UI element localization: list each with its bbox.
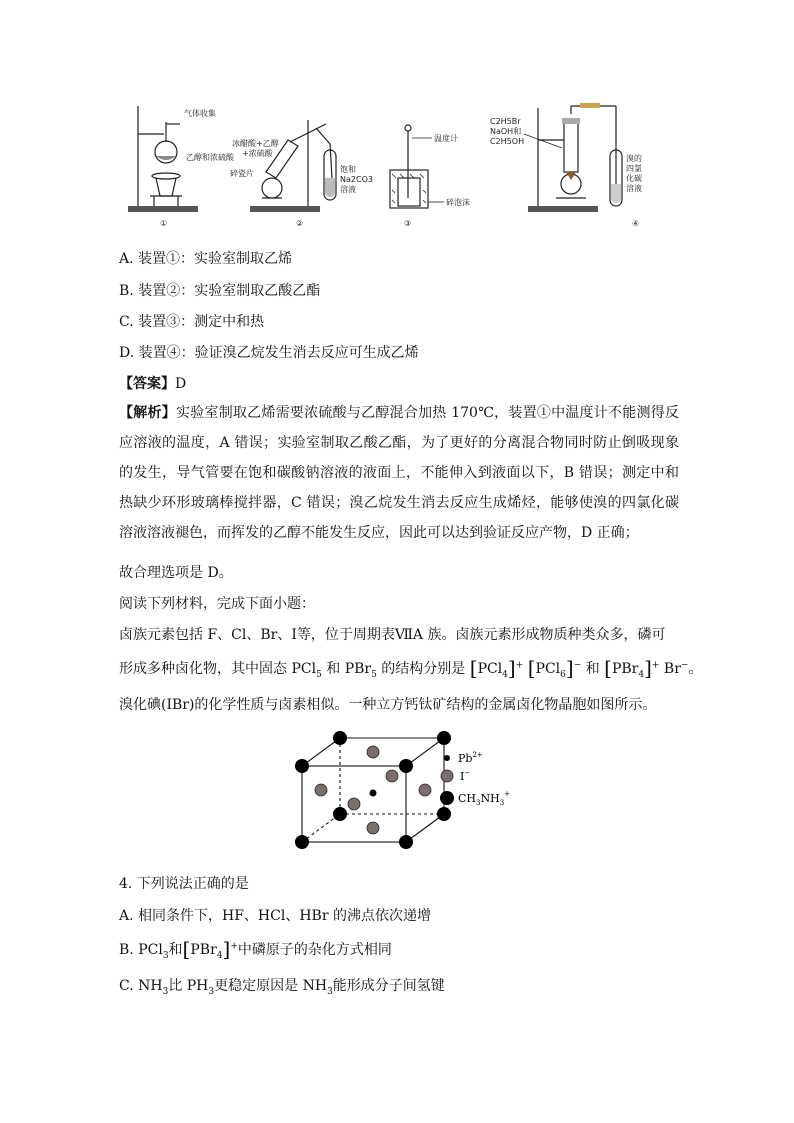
ch3nh3-atom bbox=[333, 807, 347, 821]
label-broken-tile: 碎瓷片 bbox=[230, 169, 254, 178]
q4-c-3: 更稳定原因是 NH bbox=[214, 978, 328, 994]
analysis-conclusion: 故合理选项是 D。 bbox=[119, 565, 233, 581]
ion-pcl4: PCl bbox=[477, 661, 503, 677]
iodide-atom bbox=[348, 798, 360, 810]
iodide-atom bbox=[419, 784, 431, 796]
legend-pb: $Pb^{2+}$ bbox=[458, 751, 483, 765]
analysis-paragraph bbox=[119, 398, 679, 548]
label-gas-collect-1: 气体收集 bbox=[184, 109, 216, 118]
label-n1: ① bbox=[160, 219, 168, 228]
q4-c-sub3: 3 bbox=[327, 986, 333, 997]
q4-c-1: C. NH bbox=[119, 978, 163, 994]
ion-pbr4: PBr bbox=[611, 661, 639, 677]
ion-pcl6: PCl bbox=[535, 661, 561, 677]
q4-stem: 4. 下列说法正确的是 bbox=[119, 876, 249, 892]
q4-c-2: 比 PH bbox=[168, 978, 209, 994]
answer-label: 【答案】 bbox=[119, 376, 175, 392]
ion-br: Br bbox=[663, 661, 681, 677]
label-foam: 碎泡沫 bbox=[446, 198, 470, 207]
reading-p2-a: 形成多种卤化物，其中固态 PCl bbox=[119, 661, 317, 677]
apparatus-4 bbox=[528, 103, 622, 212]
pb-atom bbox=[370, 790, 377, 797]
ch3nh3-atom bbox=[437, 807, 451, 821]
option-a: A. 装置①：实验室制取乙烯 bbox=[119, 251, 293, 267]
ch3nh3-atom bbox=[295, 835, 309, 849]
analysis-text: 实验室制取乙烯需要浓硫酸与乙醇混合加热 170℃，装置①中温度计不能测得反应溶液的温度，A 错误；实验室制取乙酸乙酯，为了更好的分离混合物同时防止倒吸现象的发生，导气管要在饱和碳酸钠溶液的液面上，不能伸入到液面以下，B 错误；测定中和热缺少环形玻璃棒搅拌器，C 错误；溴乙烷发生消去反应生成烯烃，能够使溴的四氯化碳溶液溶液褪色，而挥发的乙醇不能发生反应，因此可以达到验证反应产物，D 正确； bbox=[119, 405, 679, 541]
q4-option-b: B. PCl$_3$和[PBr$_4$]+中磷原子的杂化方式相同 bbox=[119, 937, 392, 961]
reading-and: 和 bbox=[585, 661, 600, 677]
ion-pbr4-sub: 4 bbox=[638, 669, 645, 680]
apparatus-2 bbox=[250, 120, 336, 212]
perovskite-unit-cell bbox=[290, 728, 550, 852]
label-thermometer: 温度计 bbox=[434, 134, 458, 143]
reading-p2-sub1: 5 bbox=[316, 669, 322, 680]
legend-i-symbol bbox=[441, 770, 453, 782]
label-ethanol-acid: 乙醇和浓硫酸 bbox=[186, 153, 234, 162]
q4-b-ion: PBr bbox=[190, 942, 217, 958]
ion-pcl6-sub: 6 bbox=[560, 669, 566, 680]
label-n4: ④ bbox=[632, 219, 640, 228]
reading-p3: 溴化碘(IBr)的化学性质与卤素相似。一种立方钙钛矿结构的金属卤化物晶胞如图所示。 bbox=[119, 697, 657, 713]
q4-c-4: 能形成分子间氢键 bbox=[332, 978, 445, 994]
iodide-atom bbox=[367, 822, 379, 834]
reading-p2-c: 的结构分别是 bbox=[376, 661, 466, 677]
iodide-atom bbox=[367, 746, 379, 758]
option-d: D. 装置④：验证溴乙烷发生消去反应可生成乙烯 bbox=[119, 345, 419, 361]
q4-b-mid: 和 bbox=[168, 942, 183, 958]
label-bromine-ccl4-wrap bbox=[626, 154, 650, 214]
legend-ch3nh3-symbol bbox=[440, 791, 454, 805]
label-conc-sulfuric: +浓硫酸 bbox=[242, 149, 273, 158]
analysis-label: 【解析】 bbox=[119, 405, 176, 421]
option-b: B. 装置②：实验室制取乙酸乙酯 bbox=[119, 283, 321, 299]
q4-b-sub: 3 bbox=[162, 950, 169, 961]
iodide-atom bbox=[315, 784, 327, 796]
reading-p2: 形成多种卤化物，其中固态 PCl$_5$ 和 PBr$_5$ 的结构分别是 [PCl$_4$]+ [PCl$_6$]− 和 [PBr$_4$]+ Br−。 bbox=[119, 656, 703, 680]
label-bromine-ccl4: 溴的四氯化碳溶液 bbox=[626, 154, 642, 193]
q4-option-c bbox=[119, 975, 445, 997]
legend-pb-symbol bbox=[444, 755, 450, 761]
ch3nh3-atom bbox=[399, 759, 413, 773]
iodide-atom bbox=[386, 770, 398, 782]
apparatus-3 bbox=[390, 125, 428, 208]
legend-ch3nh3: $CH_3NH_3^+$ bbox=[458, 790, 511, 807]
ch3nh3-atom bbox=[399, 835, 413, 849]
label-c2h5br: C2H5Br bbox=[490, 117, 521, 126]
answer-value: D bbox=[175, 376, 187, 392]
q4-b-ion-sub: 4 bbox=[216, 950, 223, 961]
ch3nh3-atom bbox=[333, 731, 347, 745]
label-n3: ③ bbox=[404, 219, 412, 228]
label-sat-3: 溶液 bbox=[340, 185, 356, 194]
label-c2h5oh: C2H5OH bbox=[490, 137, 525, 146]
ch3nh3-atom bbox=[437, 731, 451, 745]
reading-p2-b: 和 PBr bbox=[321, 661, 372, 677]
reading-intro: 阅读下列材料，完成下面小题： bbox=[119, 596, 315, 612]
option-c: C. 装置③：测定中和热 bbox=[119, 314, 265, 330]
q4-c-sub2: 3 bbox=[208, 986, 215, 997]
ch3nh3-atom bbox=[295, 759, 309, 773]
apparatus-figure bbox=[120, 100, 680, 230]
reading-p1: 卤族元素包括 F、Cl、Br、I等，位于周期表ⅦA 族。卤族元素形成物质种类众多，磷可 bbox=[119, 627, 666, 643]
label-sat-2: Na2CO3 bbox=[340, 175, 373, 184]
reading-p2-sub2: 5 bbox=[371, 669, 377, 680]
reading-p2-end: 。 bbox=[688, 661, 703, 677]
legend-i: I− bbox=[460, 769, 471, 783]
q4-b-pre: B. PCl bbox=[119, 942, 163, 958]
label-naoh-and: NaOH和 bbox=[490, 127, 522, 136]
q4-b-post: 中磷原子的杂化方式相同 bbox=[237, 942, 392, 958]
q4-option-a: A. 相同条件下，HF、HCl、HBr 的沸点依次递增 bbox=[119, 908, 431, 924]
q4-c-sub1: 3 bbox=[162, 986, 169, 997]
answer-line bbox=[119, 373, 186, 393]
ion-pcl4-sub: 4 bbox=[502, 669, 508, 680]
label-sat-1: 饱和 bbox=[340, 165, 356, 174]
label-n2: ② bbox=[296, 219, 304, 228]
label-glacial-acetic: 冰醋酸+乙醇 bbox=[232, 139, 279, 148]
